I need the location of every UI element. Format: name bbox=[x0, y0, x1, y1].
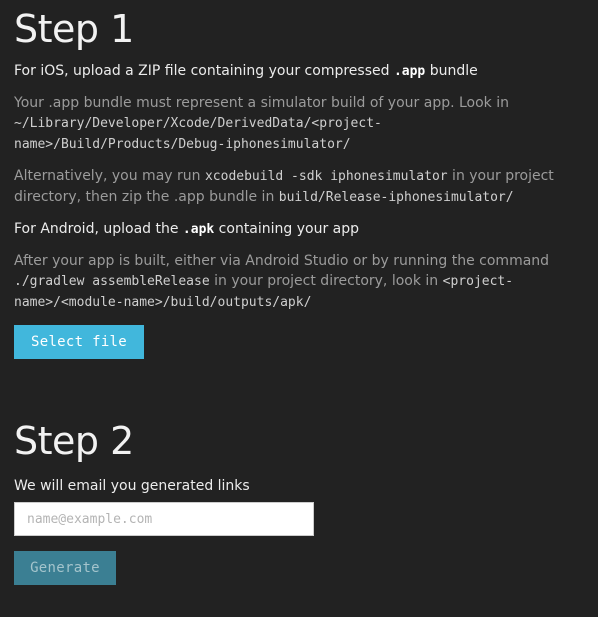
ios-instruction-suffix: bundle bbox=[425, 63, 478, 79]
release-path-code: build/Release-iphonesimulator/ bbox=[278, 190, 514, 205]
apk-extension-code: .apk bbox=[182, 222, 215, 237]
email-field[interactable] bbox=[14, 502, 314, 536]
step-2-heading: Step 2 bbox=[14, 419, 134, 463]
generate-button[interactable]: Generate bbox=[14, 551, 116, 585]
select-file-button[interactable]: Select file bbox=[14, 325, 144, 359]
android-instruction-text: For Android, upload the bbox=[14, 221, 183, 237]
android-build-note bbox=[14, 251, 584, 313]
app-extension-code: .app bbox=[393, 64, 426, 79]
android-build-note-middle: in your project directory, look in bbox=[209, 273, 443, 289]
android-build-note-text: After your app is built, either via Android Studio or by running the command bbox=[14, 253, 550, 269]
email-instruction: We will email you generated links bbox=[14, 478, 250, 494]
ios-xcodebuild-note-middle: in your project directory, then zip the .app bundle in bbox=[14, 168, 554, 205]
ios-xcodebuild-note-text: Alternatively, you may run bbox=[14, 168, 205, 184]
step-1-heading: Step 1 bbox=[14, 7, 134, 51]
ios-simulator-note bbox=[14, 93, 584, 155]
gradlew-command-code: ./gradlew assembleRelease bbox=[14, 274, 210, 289]
derived-data-path-code: ~/Library/Developer/Xcode/DerivedData/<project-name>/Build/Products/Debug-iphonesimulator/ bbox=[14, 116, 382, 152]
android-instruction-suffix: containing your app bbox=[214, 221, 360, 237]
ios-simulator-note-text: Your .app bundle must represent a simulator build of your app. Look in bbox=[14, 95, 509, 111]
ios-instruction bbox=[14, 61, 584, 82]
xcodebuild-command-code: xcodebuild -sdk iphonesimulator bbox=[204, 169, 448, 184]
ios-instruction-text: For iOS, upload a ZIP file containing your compressed bbox=[14, 63, 394, 79]
apk-output-path-code: <project-name>/<module-name>/build/outputs/apk/ bbox=[14, 274, 514, 310]
upload-page bbox=[14, 0, 584, 585]
ios-xcodebuild-note bbox=[14, 166, 584, 208]
android-instruction bbox=[14, 219, 584, 240]
